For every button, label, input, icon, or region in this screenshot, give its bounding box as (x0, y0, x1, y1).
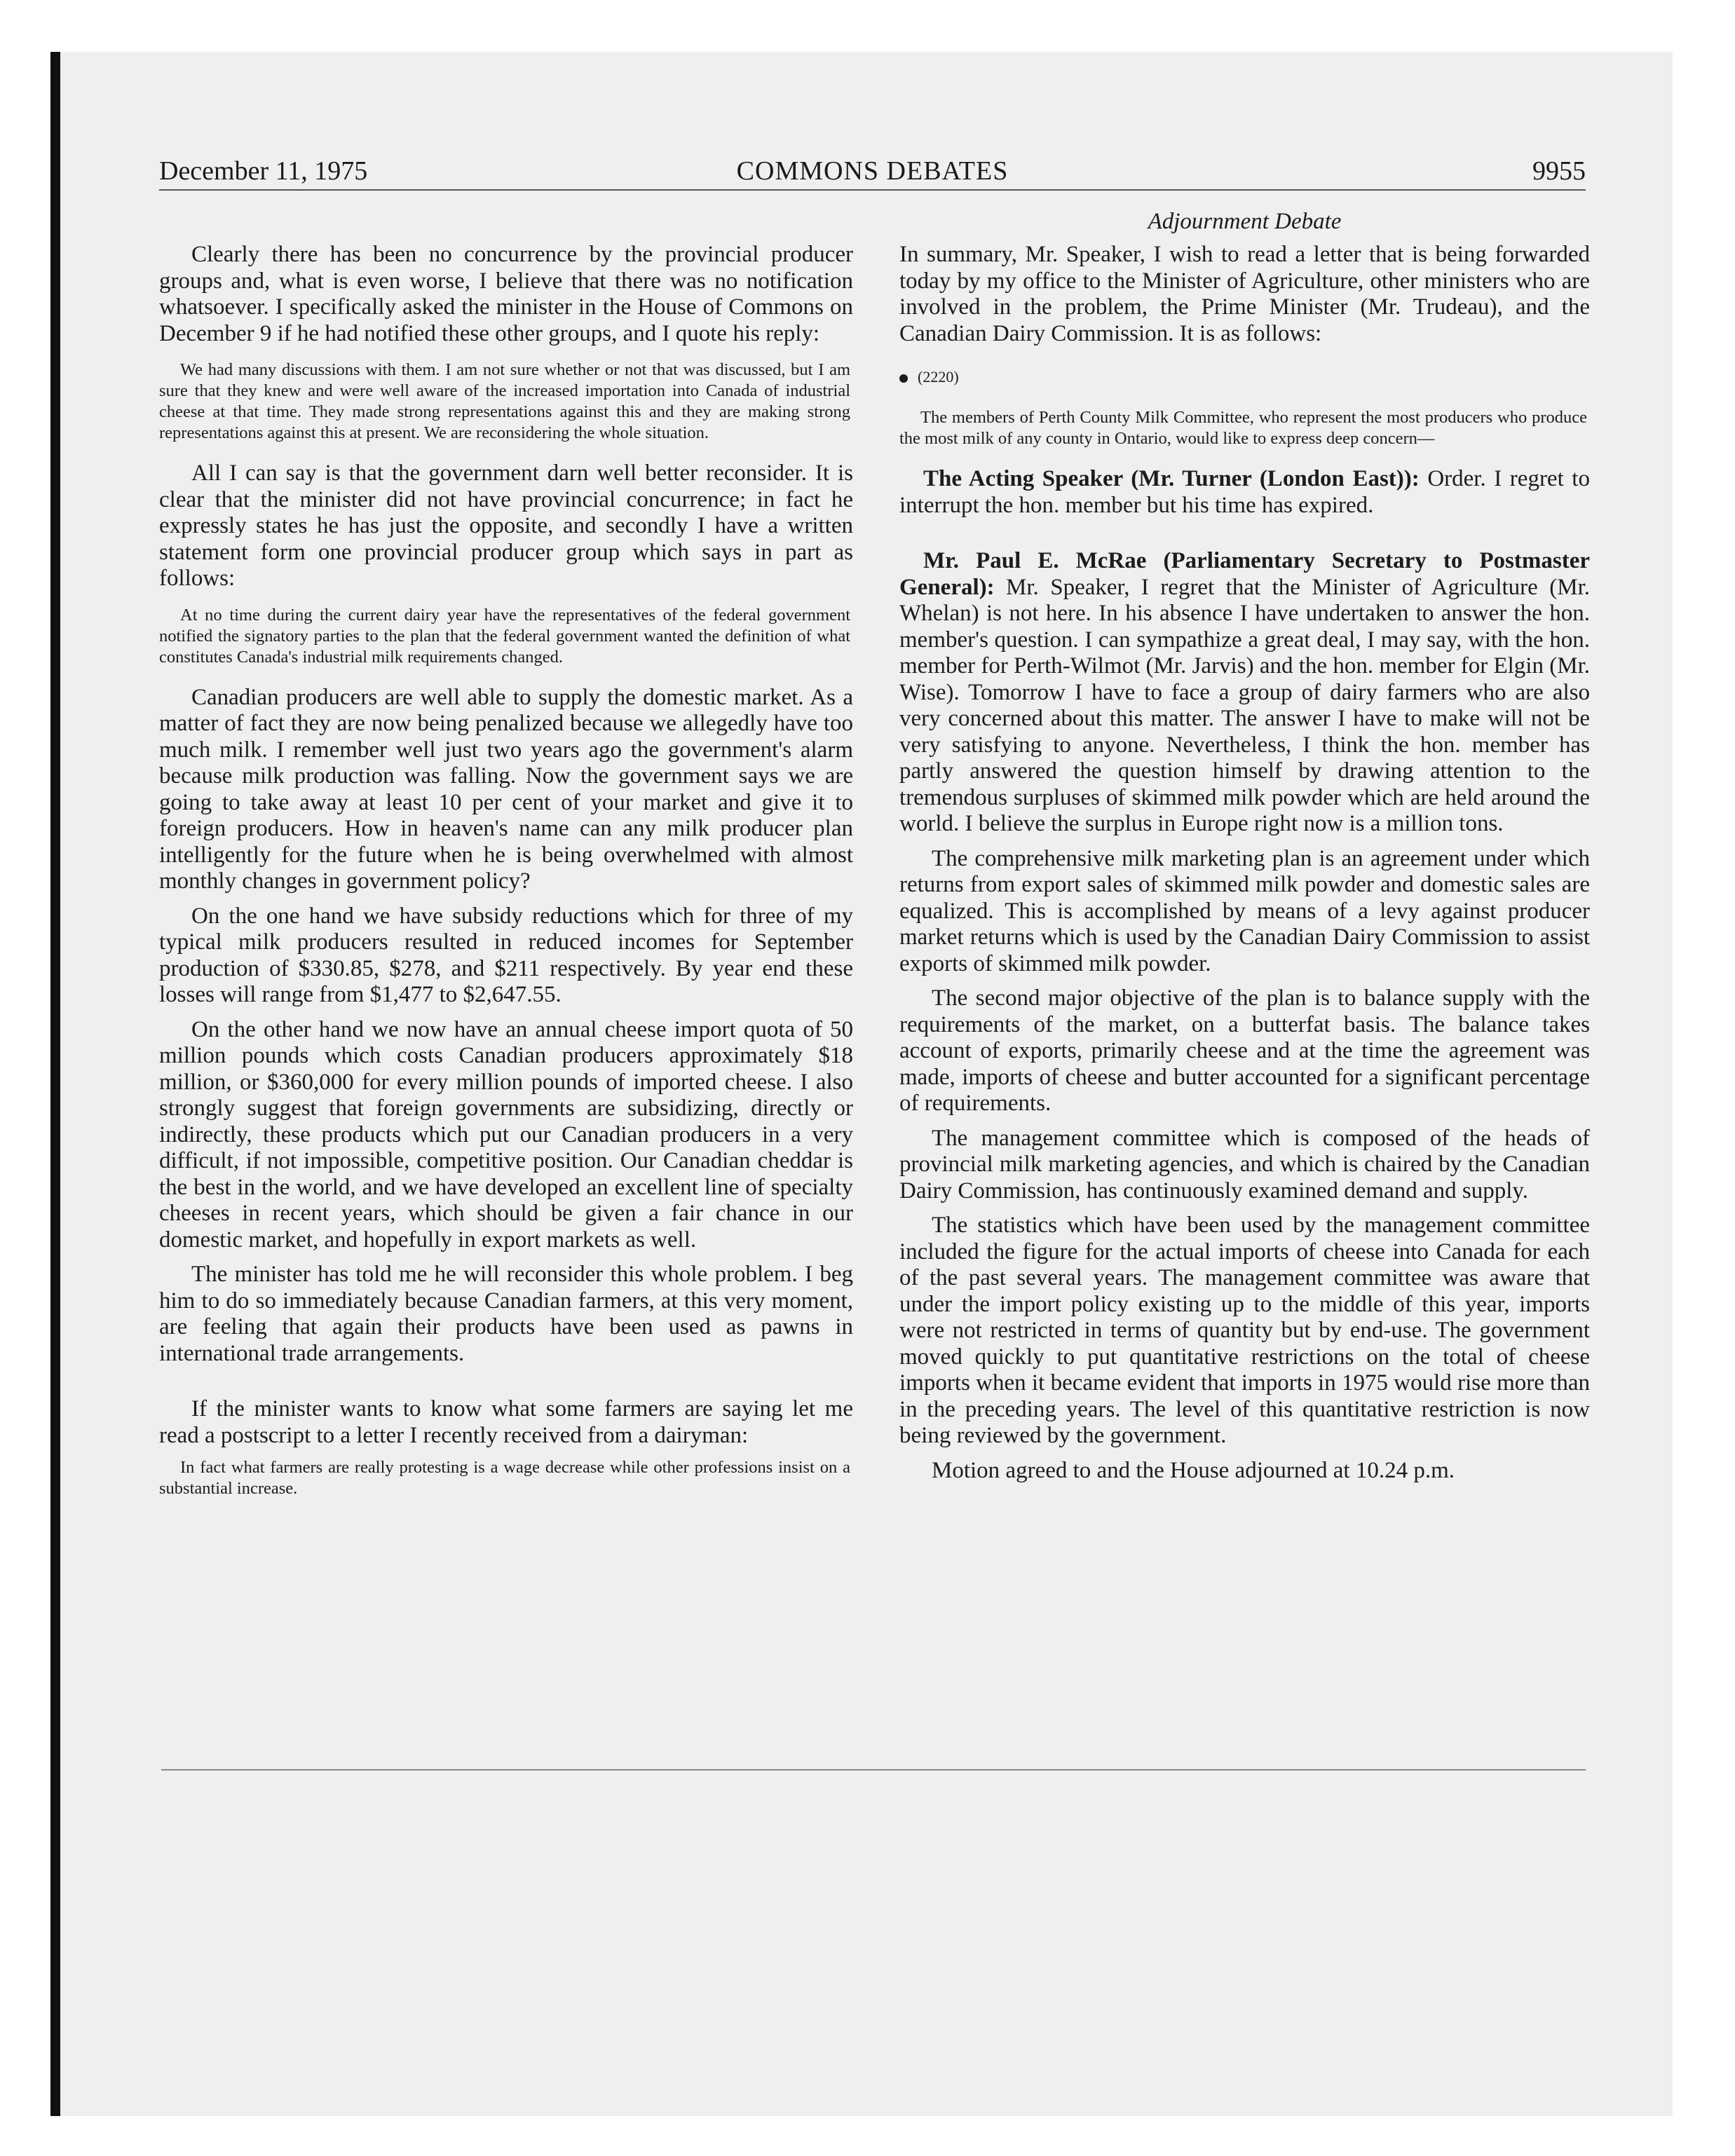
block-quote: At no time during the current dairy year have the representatives of the federal government notified the signatory parties to the plan that the federal government wanted the definition of what constitutes Canada's industrial milk requirements changed. (159, 605, 850, 667)
section-title: Adjournment Debate (1148, 209, 1342, 234)
paragraph: In summary, Mr. Speaker, I wish to read a letter that is being forwarded today by my office to the Minister of Agriculture, other ministers who are involved in the problem, the Prime Minister (Mr. Trudeau), and the Canadian Dairy Commission. It is as follows: (899, 242, 1590, 346)
header-publication: COMMONS DEBATES (736, 156, 1009, 186)
speaker-text: Mr. Speaker, I regret that the Minister of Agriculture (Mr. Whelan) is not here. In his absence I have undertaken to answer the hon. member's question. I can sympathize a great deal, I may say, with the hon. member for Perth-Wilmot (Mr. Jarvis) and the hon. member for Elgin (Mr. Wise). Tomorrow I have to face a group of dairy farmers who are also very concerned about this matter. The answer I have to make will not be very satisfying to anyone. Nevertheless, I think the hon. member has partly answered the question himself by drawing attention to the tremendous surpluses of skimmed milk powder which are held around the world. I believe the surplus in Europe right now is a million tons. (899, 574, 1590, 836)
header-date: December 11, 1975 (159, 156, 368, 186)
spacer (899, 527, 1590, 548)
scan-edge (50, 52, 60, 2116)
footer-rule (161, 1769, 1586, 1770)
block-quote: We had many discussions with them. I am not sure whether or not that was discussed, but I am sure that they knew and were well aware of the increased importation into Canada of industrial cheese at that time. They made strong representations against this and they are making strong representations against this at present. We are reconsidering the whole situation. (159, 360, 850, 442)
paragraph: The minister has told me he will reconsider this whole problem. I beg him to do so immediately because Canadian farmers, at this very moment, are feeling that again their products have been used as pawns in international trade arrangements. (159, 1262, 853, 1366)
paragraph: The comprehensive milk marketing plan is an agreement under which returns from export sales of skimmed milk powder and domestic sales are equalized. This is accomplished by means of a levy against producer market returns which is used by the Canadian Dairy Commission to assist exports of skimmed milk powder. (899, 845, 1590, 976)
paragraph: Clearly there has been no concurrence by the provincial producer groups and, what is even worse, I believe that there was no notification whatsoever. I specifically asked the minister in the House of Commons on December 9 if he had notified these other groups, and I quote his reply: (159, 242, 853, 346)
paragraph: Motion agreed to and the House adjourned at 10.24 p.m. (932, 1457, 1455, 1483)
time-marker-text: (2220) (918, 368, 959, 386)
speaker-text: Order. I regret to interrupt the hon. member but his time has expired. (899, 466, 1590, 518)
right-column (899, 209, 1590, 1492)
page-number: 9955 (1532, 156, 1586, 186)
paragraph: On the other hand we now have an annual cheese import quota of 50 million pounds which costs Canadian producers approximately $18 million, or $360,000 for every million pounds of imported cheese. I also strongly suggest that foreign governments are subsidizing, directly or indirectly, these products which put our Canadian producers in a very difficult, if not impossible, competitive position. Our Canadian cheddar is the best in the world, and we have developed an excellent line of specialty cheeses in recent years, which should be given a fair chance in our domestic market, and hopefully in export markets as well. (159, 1016, 853, 1253)
paragraph: If the minister wants to know what some farmers are saying let me read a postscript to a letter I recently received from a dairyman: (159, 1396, 853, 1448)
speaker-name: Mr. Paul E. McRae (Parliamentary Secretary to Postmaster General): (899, 548, 1590, 600)
paragraph: Canadian producers are well able to supply the domestic market. As a matter of fact they are now being penalized because we allegedly have too much milk. I remember well just two years ago the government's alarm because milk production was falling. Now the government says we are going to take away at least 10 per cent of your market and give it to foreign producers. How in heaven's name can any milk producer plan intelligently for the future when he is being overwhelmed with almost monthly changes in government policy? (159, 684, 853, 894)
spacer (159, 1375, 853, 1396)
paragraph: The management committee which is composed of the heads of provincial milk marketing agencies, and which is chaired by the Canadian Dairy Commission, has continuously examined demand and supply. (899, 1125, 1590, 1203)
paragraph: The second major objective of the plan is to balance supply with the requirements of the market, on a butterfat basis. The balance takes account of exports, primarily cheese and at the time the agreement was made, imports of cheese and butter accounted for a significant percentage of requirements. (899, 985, 1590, 1116)
time-marker (899, 368, 1590, 386)
speaker-name: The Acting Speaker (Mr. Turner (London East)): (923, 466, 1420, 491)
block-quote: The members of Perth County Milk Committee, who represent the most producers who produce the most milk of any county in Ontario, would like to express deep concern— (899, 408, 1587, 448)
left-column (159, 242, 853, 1516)
page-header (159, 156, 1586, 191)
header-rule (159, 189, 1586, 191)
speaker-paragraph (899, 466, 1590, 519)
paragraph: All I can say is that the government darn well better reconsider. It is clear that the minister did not have provincial concurrence; in fact he expressly states he has just the opposite, and secondly I have a written statement form one provincial producer group which says in part as follows: (159, 460, 853, 591)
block-quote: In fact what farmers are really protesting is a wage decrease while other professions insist on a substantial increase. (159, 1458, 850, 1498)
bullet-icon (899, 374, 908, 383)
paragraph: The statistics which have been used by the management committee included the figure for the actual imports of cheese into Canada for each of the past several years. The management committee was aware that under the import policy existing up to the middle of this year, imports were not restricted in terms of quantity but by end-use. The government moved quickly to put quantitative restrictions on the total of cheese imports when it became evident that imports in 1975 would rise more than in the preceding years. The level of this quantitative restriction is now being reviewed by the government. (899, 1213, 1590, 1448)
speaker-paragraph (899, 548, 1590, 838)
paragraph: On the one hand we have subsidy reductions which for three of my typical milk producers resulted in reduced incomes for September production of $330.85, $278, and $211 respectively. By year end these losses will range from $1,477 to $2,647.55. (159, 903, 853, 1007)
